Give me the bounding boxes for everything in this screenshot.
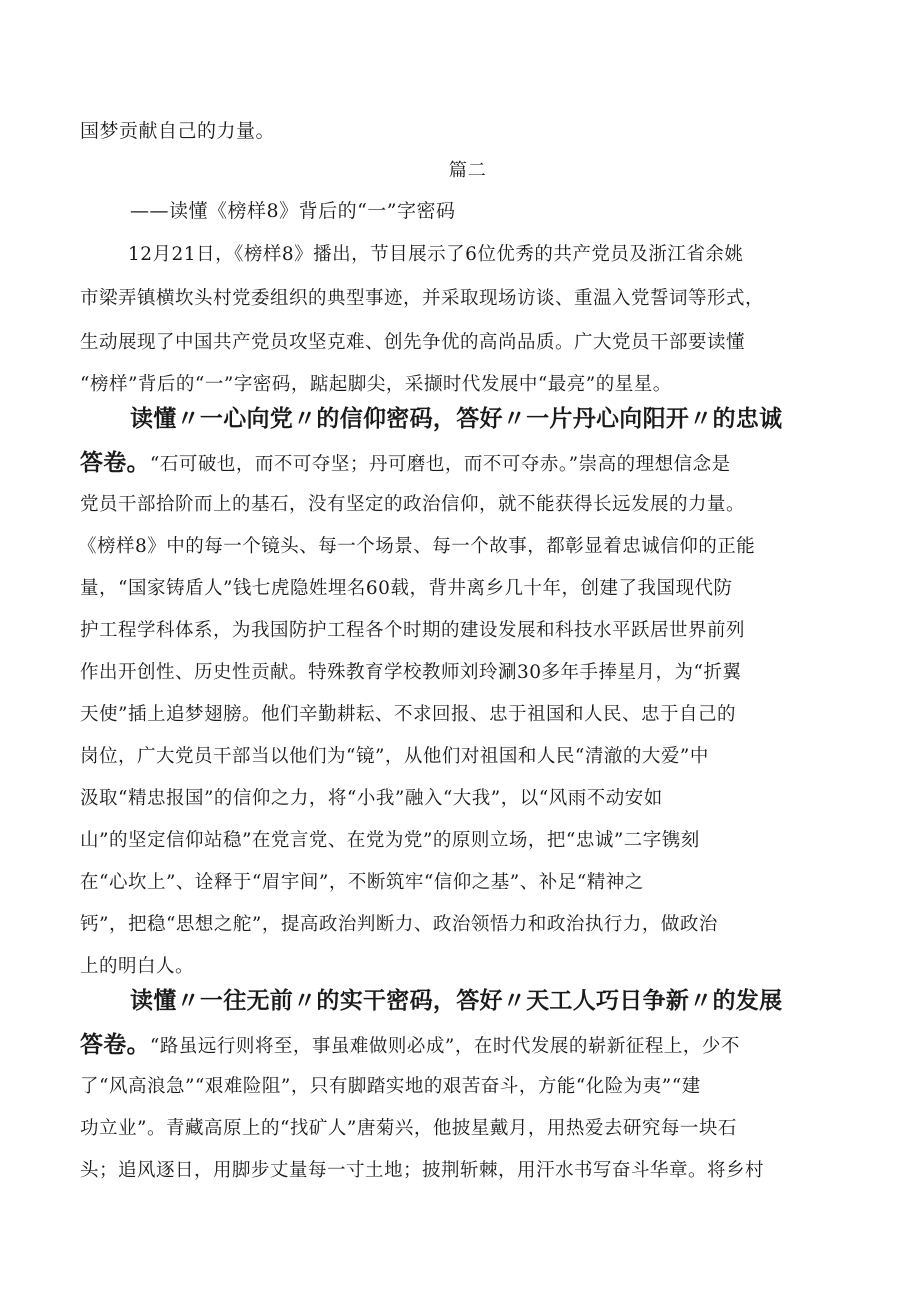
intro-line-2: 市梁弄镇横坎头村党委组织的典型事迹，并采取现场访谈、重温入党誓词等形式， — [80, 288, 765, 309]
p1-body-line-12: 上的明白人。 — [80, 956, 195, 977]
p1-line-2 — [80, 450, 731, 478]
p1-body-line-1: 党员干部拾阶而上的基石，没有坚定的政治信仰，就不能获得长远发展的力量。 — [80, 494, 746, 515]
p2-body-line-2: 功立业”。青藏高原上的“找矿人”唐菊兴，他披星戴月，用热爱去研究每一块石 — [80, 1118, 737, 1139]
p2-body-line-3: 头；追风逐日，用脚步丈量每一寸土地；披荆斩棘，用汗水书写奋斗华章。将乡村 — [80, 1160, 765, 1181]
p2-heading-line-1: 读懂〃一往无前〃的实干密码，答好〃天工人巧日争新〃的发展 — [130, 987, 783, 1014]
p1-heading-line-1: 读懂〃一心向党〃的信仰密码，答好〃一片丹心向阳开〃的忠诚 — [130, 405, 783, 432]
intro-line-1: 12月21日，《榜样8》播出，节目展示了6位优秀的共产党员及浙江省余姚 — [128, 244, 744, 265]
p1-body-line-7: 岗位，广大党员干部当以他们为“镜”，从他们对祖国和人民“清澈的大爱”中 — [80, 746, 709, 767]
p1-body-line-4: 护工程学科体系，为我国防护工程各个时期的建设发展和科技水平跃居世界前列 — [80, 620, 746, 641]
subtitle: ——读懂《榜样8》背后的“一”字密码 — [130, 200, 456, 222]
p1-body-line-6: 天使”插上追梦翅膀。他们辛勤耕耘、不求回报、忠于祖国和人民、忠于自己的 — [80, 704, 736, 725]
p2-line-2 — [80, 1032, 740, 1060]
intro-line-4: “榜样”背后的“一”字密码，踮起脚尖，采撷时代发展中“最亮”的星星。 — [80, 374, 672, 395]
p2-quote: “路虽远行则将至，事虽难做则必成”，在时代发展的崭新征程上，少不 — [149, 1036, 740, 1057]
p1-body-line-5: 作出开创性、历史性贡献。特殊教育学校教师刘玲涮30多年手捧星月，为“折翼 — [80, 662, 742, 683]
p2-heading-end: 答卷。 — [80, 1031, 150, 1058]
section-title: 篇二 — [448, 160, 487, 181]
p1-body-line-10: 在“心坎上”、诠释于“眉宇间”，不断筑牢“信仰之基”、补足“精神之 — [80, 872, 644, 893]
p1-quote: “石可破也，而不可夺坚；丹可磨也，而不可夺赤。”崇高的理想信念是 — [149, 454, 731, 475]
p1-body-line-11: 钙”，把稳“思想之舵”，提高政治判断力、政治领悟力和政治执行力，做政治 — [80, 914, 718, 935]
p1-body-line-2: 《榜样8》中的每一个镜头、每一个场景、每一个故事，都彰显着忠诚信仰的正能 — [78, 536, 756, 557]
p1-body-line-8: 汲取“精忠报国”的信仰之力，将“小我”融入“大我”，以“风雨不动安如 — [80, 788, 663, 809]
p1-body-line-9: 山”的坚定信仰站稳”在党言党、在党为党”的原则立场，把“忠诚”二字镌刻 — [80, 830, 700, 851]
opening-line: 国梦贡献自己的力量。 — [80, 120, 276, 142]
intro-line-3: 生动展现了中国共产党员攻坚克难、创先争优的高尚品质。广大党员干部要读懂 — [80, 332, 746, 353]
p1-body-line-3: 量，“国家铸盾人”钱七虎隐姓埋名60载，背井离乡几十年，创建了我国现代防 — [80, 578, 733, 599]
p1-heading-end: 答卷。 — [80, 449, 150, 476]
p2-body-line-1: 了“风高浪急”“艰难险阻”，只有脚踏实地的艰苦奋斗，方能“化险为夷”“建 — [80, 1076, 701, 1097]
